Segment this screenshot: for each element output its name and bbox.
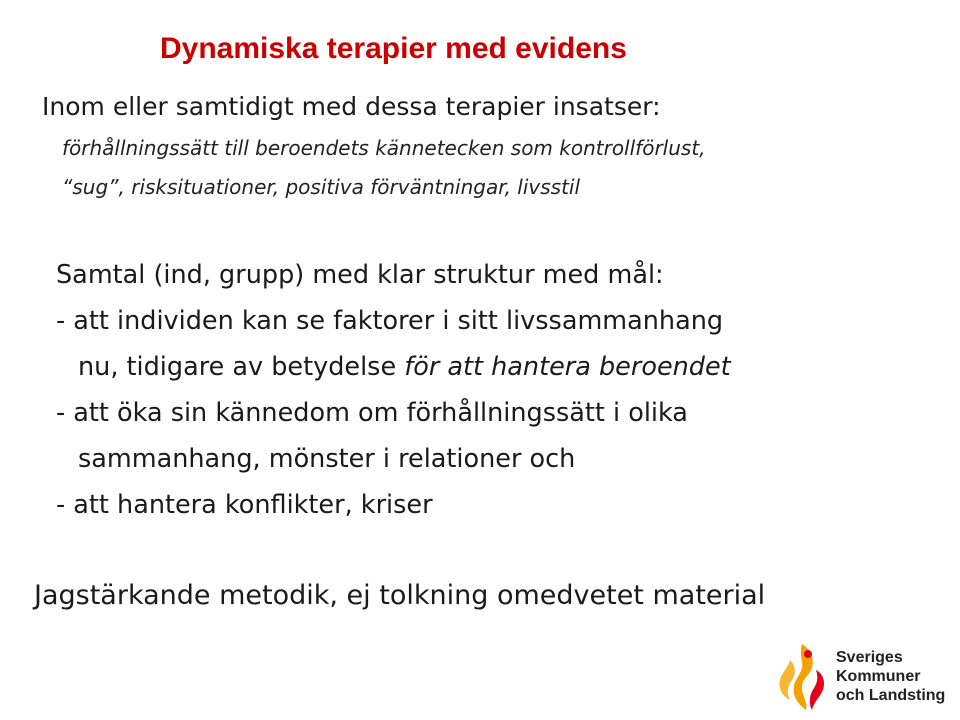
skl-logo-mark-icon [772, 640, 836, 714]
body-line-1: Samtal (ind, grupp) med klar struktur med mål: [56, 260, 664, 290]
logo-line-3: och Landsting [836, 687, 946, 704]
italic-line-2: “sug”, risksituationer, positiva förväntningar, livsstil [62, 175, 581, 199]
body-line-3-plain: nu, tidigare av betydelse [78, 352, 405, 382]
skl-logo [772, 640, 952, 714]
intro-line: Inom eller samtidigt med dessa terapier insatser: [42, 92, 661, 121]
slide-title: Dynamiska terapier med evidens [160, 32, 627, 65]
body-line-3 [78, 352, 731, 382]
body-line-6: - att hantera konflikter, kriser [56, 490, 433, 520]
body-line-4: - att öka sin kännedom om förhållningssätt i olika [56, 398, 688, 428]
logo-line-1: Sveriges [836, 649, 903, 666]
italic-line-1: förhållningssätt till beroendets kännetecken som kontrollförlust, [62, 136, 706, 160]
body-line-5: sammanhang, mönster i relationer och [78, 444, 576, 474]
body-line-3-italic: för att hantera beroendet [404, 352, 731, 382]
skl-logo-text [836, 648, 945, 705]
closing-line: Jagstärkande metodik, ej tolkning omedvetet material [34, 580, 766, 611]
logo-line-2: Kommuner [836, 668, 921, 685]
body-line-2: - att individen kan se faktorer i sitt livssammanhang [56, 306, 724, 336]
